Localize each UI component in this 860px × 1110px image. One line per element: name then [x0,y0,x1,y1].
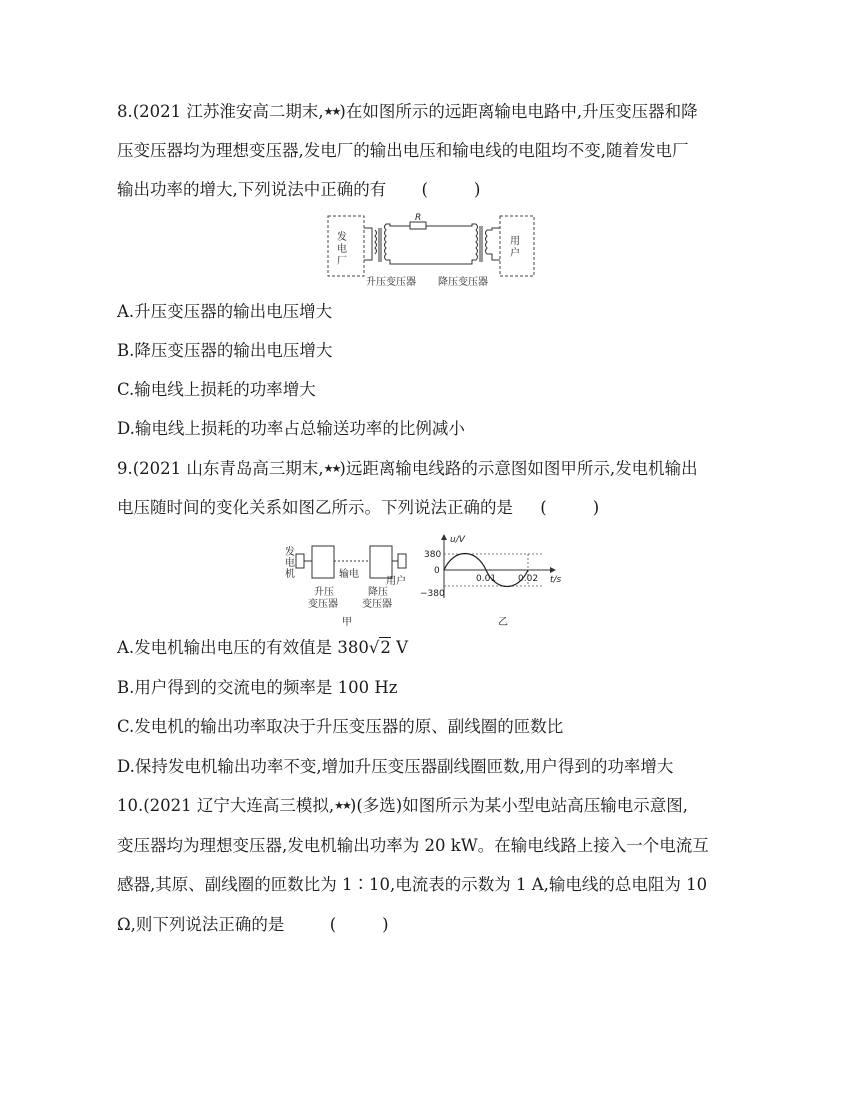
q10-stem-line-4 [117,914,389,936]
difficulty-stars-icon: ★★ [334,799,350,812]
q9-yi-xtick-1: 0.01 [476,574,497,584]
q8-option-a[interactable]: A.升压变压器的输出电压增大 [117,302,333,321]
q9-yi-xtick-2: 0.02 [518,574,539,584]
q9-answer-blank: ( ) [540,498,600,517]
q8-plant-label-3: 厂 [337,256,347,267]
q8-stem-text: )在如图所示的远距离输电电路中,升压变压器和降 [339,102,698,121]
q9-step-up-label-2: 变压器 [308,599,338,610]
q8-resistor-label: R [415,213,422,223]
q9-option-a-text: A.发电机输出电压的有效值是 380 [117,638,369,657]
difficulty-stars-icon: ★★ [323,462,340,475]
q9-user-label: 用户 [386,576,406,587]
q9-figure-yi-caption: 乙 [498,617,508,628]
q8-stem-text-end: 输出功率的增大,下列说法中正确的有 [117,180,387,199]
q9-generator-label-2: 电 [285,558,295,569]
q9-option-a[interactable] [117,637,408,659]
q9-yi-ytick-bottom: −380 [420,589,445,599]
q8-option-c[interactable]: C.输电线上损耗的功率增大 [117,380,316,399]
q10-stem-text: )(多选)如图所示为某小型电站高压输电示意图, [349,796,688,815]
q8-plant-label-2: 电 [337,244,347,255]
q9-option-a-unit: V [390,638,409,657]
q9-generator-label-1: 发 [285,547,295,558]
q8-user-label-1: 用 [510,236,520,247]
q8-stem-line-3 [117,179,480,201]
q9-step-down-label-1: 降压 [368,587,388,598]
q8-circuit-diagram [320,210,540,288]
q8-step-down-label: 降压变压器 [438,277,488,288]
q9-figure-yi [420,530,570,630]
q9-figure-jia-caption: 甲 [342,617,352,628]
difficulty-stars-icon: ★★ [323,105,340,118]
q10-answer-blank: ( ) [329,915,389,934]
q9-yi-xlabel: t/s [550,575,562,585]
q9-stem-line-1 [117,458,698,480]
q8-option-d[interactable]: D.输电线上损耗的功率占总输送功率的比例减小 [117,419,465,438]
q8-user-label-2: 户 [510,248,520,259]
q9-option-c[interactable]: C.发电机的输出功率取决于升压变压器的原、副线圈的匝数比 [117,717,564,736]
q9-step-down-label-2: 变压器 [362,599,392,610]
q9-stem-text: )远距离输电线路的示意图如图甲所示,发电机输出 [339,459,698,478]
q9-figure-jia [282,540,432,630]
q9-option-a-sqrt-value: 2 [380,638,391,657]
sqrt-symbol: √2 [368,638,391,657]
q9-generator-label-3: 机 [285,569,295,580]
q9-source: 9.(2021 山东青岛高三期末, [117,459,324,478]
q9-yi-ytick-top: 380 [424,550,442,560]
q8-step-up-label: 升压变压器 [366,277,416,288]
q10-stem-line-1 [117,795,688,817]
q9-stem-line-2 [117,497,599,519]
q8-stem-line-1 [117,101,698,123]
q8-answer-blank: ( ) [421,180,481,199]
q10-stem-line-3: 感器,其原、副线圈的匝数比为 1∶10,电流表的示数为 1 A,输电线的总电阻为 10 [117,875,708,894]
q9-option-b[interactable]: B.用户得到的交流电的频率是 100 Hz [117,678,398,697]
q8-stem-line-2: 压变压器均为理想变压器,发电厂的输出电压和输电线的电阻均不变,随着发电厂 [117,141,689,160]
q10-source: 10.(2021 辽宁大连高三模拟, [117,796,335,815]
q8-plant-label-1: 发 [337,232,347,243]
q9-yi-ylabel: u/V [450,535,465,545]
q9-yi-ytick-zero: 0 [434,566,440,576]
q9-line-label: 输电 [339,569,359,580]
q8-source: 8.(2021 江苏淮安高二期末, [117,102,324,121]
q8-option-b[interactable]: B.降压变压器的输出电压增大 [117,341,333,360]
q9-step-up-label-1: 升压 [314,587,334,598]
q9-stem-text-end: 电压随时间的变化关系如图乙所示。下列说法正确的是 [117,498,513,517]
q9-option-d[interactable]: D.保持发电机输出功率不变,增加升压变压器副线圈匝数,用户得到的功率增大 [117,757,674,776]
q10-stem-line-2: 变压器均为理想变压器,发电机输出功率为 20 kW。在输电线路上接入一个电流互 [117,836,709,855]
q10-stem-text-end: Ω,则下列说法正确的是 [117,915,285,934]
